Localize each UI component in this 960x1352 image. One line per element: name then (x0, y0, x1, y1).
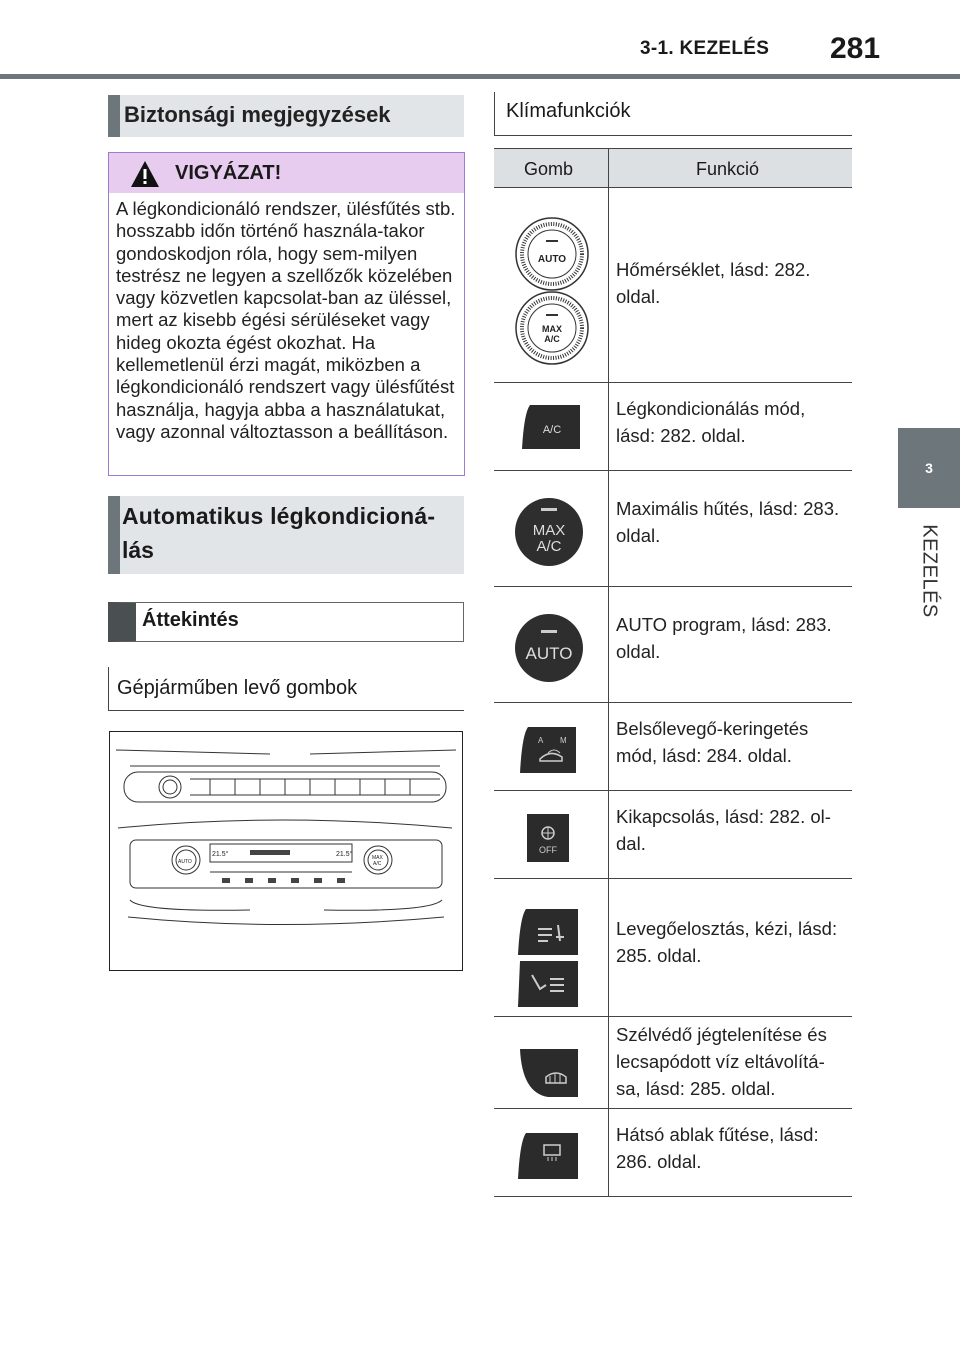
function-text: Maximális hűtés, lásd: 283. oldal. (616, 498, 840, 546)
recirculation-button-icon (518, 725, 580, 775)
section-title: 3-1. KEZELÉS (640, 38, 770, 59)
table-row (494, 383, 852, 471)
safety-heading: Biztonsági megjegyzések (124, 102, 391, 127)
climate-functions-heading-rule (494, 92, 495, 136)
climate-functions-heading-underline (494, 135, 852, 136)
table-row (494, 188, 852, 383)
function-text: Szélvédő jégtelenítése és lecsapódott víz eltávolítá-sa, lásd: 285. oldal. (616, 1024, 827, 1099)
function-text: Hátsó ablak fűtése, lásd: 286. oldal. (616, 1124, 819, 1172)
function-text: Hőmérséklet, lásd: 282. oldal. (616, 259, 811, 307)
table-row (494, 1109, 852, 1197)
rear-window-heating-button-icon (516, 1131, 580, 1181)
temperature-knob-icon (508, 216, 596, 366)
panel-temp-left: 21.5° (212, 851, 229, 858)
header-rule (0, 74, 960, 79)
function-text: AUTO program, lásd: 283. oldal. (616, 614, 832, 662)
off-button-icon (526, 813, 570, 863)
auto-ac-heading-line2: lás (122, 537, 154, 563)
max-label: MAX (532, 522, 566, 539)
climate-functions-heading: Klímafunkciók (506, 100, 631, 122)
table-row (494, 471, 852, 587)
table-row (494, 587, 852, 703)
max-ac-button-icon (514, 497, 584, 567)
climate-panel-illustration (109, 731, 463, 971)
knob-max-label: MAX (542, 324, 562, 334)
table-row (494, 1017, 852, 1109)
ac-button-icon (520, 403, 582, 451)
auto-label: AUTO (525, 644, 573, 663)
knob-auto-label: AUTO (537, 254, 567, 265)
warning-text: A légkondicionáló rendszer, ülésfűtés stb. hosszabb időn történő használa-takor gondoskodjon róla, hogy sem-milyen testrész ne legyen a szellőzők közelében vagy közvetlen kapcsolat-ban az üléssel, mert az kisebb égési sérüléseket vagy hideg okozta égést okozhat. Ha kellemetlenül érzi magát, miközben a légkondicionáló rendszert vagy ülésfűtést használja, hagyja abba a használatukat, vagy azonnal változtasson a beállításon. (116, 198, 456, 442)
table-row (494, 791, 852, 879)
warning-title: VIGYÁZAT! (175, 162, 282, 184)
air-distribution-buttons-icon (516, 907, 580, 1009)
dashboard-drawing (110, 732, 462, 970)
warning-icon (130, 160, 160, 188)
panel-auto-label: AUTO (178, 859, 192, 865)
table-row (494, 879, 852, 1017)
function-text: Légkondicionálás mód, lásd: 282. oldal. (616, 398, 806, 446)
column-header-button: Gomb (524, 159, 574, 179)
ac-label: A/C (536, 538, 562, 555)
panel-temp-right: 21.5° (336, 851, 353, 858)
panel-max-label: MAX (372, 855, 383, 861)
buttons-heading-underline (108, 710, 464, 711)
column-header-function: Funkció (696, 159, 760, 179)
function-text: Levegőelosztás, kézi, lásd: 285. oldal. (616, 918, 838, 966)
function-text: Kikapcsolás, lásd: 282. ol-dal. (616, 806, 831, 854)
windshield-defrost-button-icon (518, 1047, 580, 1099)
chapter-label: KEZELÉS (918, 524, 941, 618)
overview-heading: Áttekintés (142, 609, 239, 631)
off-label: OFF (539, 845, 557, 855)
recirc-a-label: A (538, 736, 544, 745)
warning-header (109, 153, 464, 193)
ac-button-label: A/C (542, 424, 562, 436)
table-row (494, 703, 852, 791)
knob-ac-label: A/C (544, 334, 560, 344)
buttons-heading-rule (108, 667, 109, 711)
table-header (494, 148, 852, 188)
panel-ac-label: A/C (373, 861, 382, 867)
auto-ac-heading-line1: Automatikus légkondicioná- (122, 503, 436, 529)
function-text: Belsőlevegő-keringetés mód, lásd: 284. oldal. (616, 718, 809, 766)
buttons-heading: Gépjárműben levő gombok (117, 677, 358, 699)
auto-button-icon (514, 613, 584, 683)
recirc-m-label: M (560, 736, 567, 745)
chapter-number: 3 (925, 460, 933, 476)
page-number: 281 (830, 32, 881, 65)
